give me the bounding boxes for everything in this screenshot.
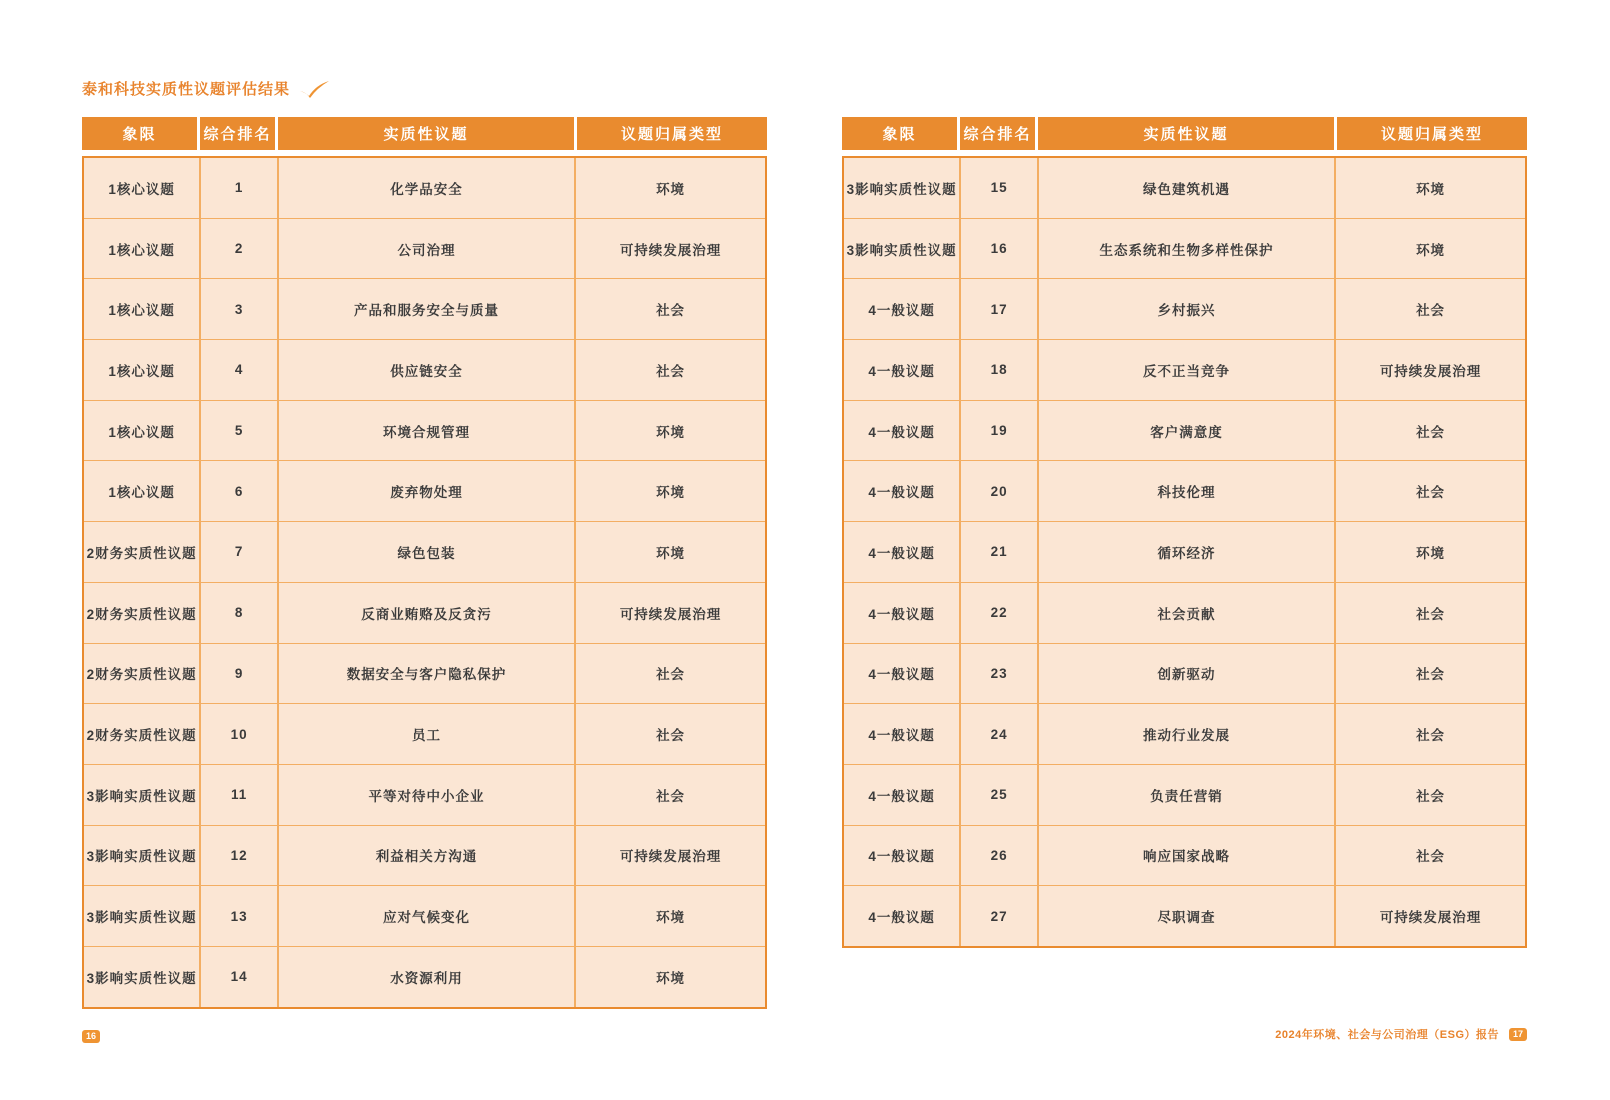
table-cell: 19 (961, 401, 1039, 461)
table-cell: 可持续发展治理 (1379, 363, 1482, 379)
footer-left (82, 1026, 100, 1044)
table-cell: 废弃物处理 (279, 461, 576, 521)
table-row (84, 825, 765, 886)
page-title-block (82, 78, 332, 99)
table-cell: 1核心议题 (84, 461, 201, 521)
table-cell: 社会 (1416, 849, 1446, 865)
table-cell: 环境 (656, 970, 686, 986)
table-cell: 16 (961, 219, 1039, 279)
table-cell: 2财务实质性议题 (84, 583, 201, 643)
table-cell: 社会贡献 (1039, 583, 1336, 643)
table-cell: 11 (201, 765, 279, 825)
table-cell: 社会 (656, 363, 686, 379)
table-cell: 利益相关方沟通 (279, 826, 576, 886)
table-row (84, 521, 765, 582)
table-cell: 1 (201, 158, 279, 218)
table-cell: 社会 (1416, 788, 1446, 804)
table-cell: 3影响实质性议题 (844, 158, 961, 218)
table-cell: 尽职调查 (1039, 886, 1336, 946)
table-cell: 4一般议题 (844, 644, 961, 704)
table-cell: 4一般议题 (844, 583, 961, 643)
column-header: 议题归属类型 (1381, 126, 1484, 143)
table-cell: 17 (961, 279, 1039, 339)
table-cell: 应对气候变化 (279, 886, 576, 946)
table-cell: 23 (961, 644, 1039, 704)
table-cell: 1核心议题 (84, 219, 201, 279)
materiality-table-left (82, 117, 767, 1009)
table-cell: 3 (201, 279, 279, 339)
table-cell: 1核心议题 (84, 158, 201, 218)
table-cell: 社会 (1416, 606, 1446, 622)
table-cell: 4一般议题 (844, 886, 961, 946)
page-number-badge: 16 (82, 1030, 100, 1043)
table-cell: 13 (201, 886, 279, 946)
table-cell: 社会 (656, 728, 686, 744)
table-cell: 9 (201, 644, 279, 704)
table-cell: 绿色包装 (279, 522, 576, 582)
table-cell: 15 (961, 158, 1039, 218)
table-cell: 负责任营销 (1039, 765, 1336, 825)
table-row (84, 460, 765, 521)
table-cell: 社会 (656, 667, 686, 683)
table-row (844, 825, 1525, 886)
table-cell: 4一般议题 (844, 522, 961, 582)
table-cell: 1核心议题 (84, 279, 201, 339)
table-cell: 10 (201, 704, 279, 764)
table-row (84, 885, 765, 946)
table-cell: 4一般议题 (844, 279, 961, 339)
table-row (844, 278, 1525, 339)
table-cell: 可持续发展治理 (619, 242, 722, 258)
table-cell: 可持续发展治理 (619, 606, 722, 622)
table-cell: 14 (201, 947, 279, 1007)
column-header: 综合排名 (200, 117, 278, 150)
table-row (84, 582, 765, 643)
table-cell: 化学品安全 (279, 158, 576, 218)
table-cell: 社会 (1416, 485, 1446, 501)
table-cell: 20 (961, 461, 1039, 521)
table-cell: 乡村振兴 (1039, 279, 1336, 339)
table-row (844, 521, 1525, 582)
table-row (844, 158, 1525, 218)
table-cell: 社会 (1416, 667, 1446, 683)
table-cell: 3影响实质性议题 (84, 886, 201, 946)
table-cell: 8 (201, 583, 279, 643)
table-cell: 社会 (1416, 303, 1446, 319)
table-cell: 社会 (656, 303, 686, 319)
table-cell: 3影响实质性议题 (844, 219, 961, 279)
table-cell: 数据安全与客户隐私保护 (279, 644, 576, 704)
table-cell: 2财务实质性议题 (84, 704, 201, 764)
table-cell: 可持续发展治理 (619, 849, 722, 865)
table-cell: 18 (961, 340, 1039, 400)
table-body (842, 156, 1527, 948)
table-row (844, 885, 1525, 946)
table-cell: 员工 (279, 704, 576, 764)
table-cell: 循环经济 (1039, 522, 1336, 582)
table-row (84, 946, 765, 1007)
table-cell: 6 (201, 461, 279, 521)
table-cell: 3影响实质性议题 (84, 826, 201, 886)
table-row (844, 339, 1525, 400)
table-cell: 产品和服务安全与质量 (279, 279, 576, 339)
table-row (84, 400, 765, 461)
table-cell: 可持续发展治理 (1379, 910, 1482, 926)
column-header: 议题归属类型 (621, 126, 724, 143)
table-cell: 2财务实质性议题 (84, 644, 201, 704)
table-row (84, 339, 765, 400)
table-row (84, 703, 765, 764)
table-header-row (842, 117, 1527, 150)
table-cell: 科技伦理 (1039, 461, 1336, 521)
table-cell: 水资源利用 (279, 947, 576, 1007)
table-cell: 反不正当竞争 (1039, 340, 1336, 400)
page-number-badge: 17 (1509, 1028, 1527, 1041)
table-cell: 1核心议题 (84, 340, 201, 400)
table-cell: 供应链安全 (279, 340, 576, 400)
table-cell: 推动行业发展 (1039, 704, 1336, 764)
table-cell: 环境 (656, 485, 686, 501)
table-row (84, 764, 765, 825)
table-row (844, 643, 1525, 704)
table-row (844, 400, 1525, 461)
table-cell: 4一般议题 (844, 401, 961, 461)
table-row (844, 703, 1525, 764)
checkmark-icon (298, 79, 332, 99)
table-cell: 4 (201, 340, 279, 400)
table-body (82, 156, 767, 1009)
table-cell: 21 (961, 522, 1039, 582)
table-cell: 26 (961, 826, 1039, 886)
table-row (84, 643, 765, 704)
table-row (844, 460, 1525, 521)
table-cell: 4一般议题 (844, 765, 961, 825)
table-cell: 客户满意度 (1039, 401, 1336, 461)
table-cell: 1核心议题 (84, 401, 201, 461)
table-row (84, 218, 765, 279)
table-cell: 公司治理 (279, 219, 576, 279)
column-header: 象限 (842, 117, 960, 150)
table-cell: 4一般议题 (844, 826, 961, 886)
table-cell: 27 (961, 886, 1039, 946)
column-header: 实质性议题 (1038, 117, 1337, 150)
table-cell: 环境 (1416, 242, 1446, 258)
table-cell: 3影响实质性议题 (84, 765, 201, 825)
column-header: 综合排名 (960, 117, 1038, 150)
table-cell: 5 (201, 401, 279, 461)
table-cell: 4一般议题 (844, 461, 961, 521)
table-cell: 环境 (656, 181, 686, 197)
table-cell: 4一般议题 (844, 704, 961, 764)
table-cell: 环境 (656, 424, 686, 440)
table-cell: 环境 (656, 910, 686, 926)
footer-right (1275, 1026, 1527, 1042)
column-header: 实质性议题 (278, 117, 577, 150)
table-cell: 社会 (656, 788, 686, 804)
table-cell: 2 (201, 219, 279, 279)
materiality-table-right (842, 117, 1527, 948)
table-cell: 7 (201, 522, 279, 582)
footer-report-title: 2024年环境、社会与公司治理（ESG）报告 (1275, 1029, 1499, 1041)
table-cell: 12 (201, 826, 279, 886)
table-cell: 社会 (1416, 728, 1446, 744)
table-cell: 环境 (1416, 181, 1446, 197)
table-cell: 环境合规管理 (279, 401, 576, 461)
page-title: 泰和科技实质性议题评估结果 (82, 81, 291, 98)
table-cell: 生态系统和生物多样性保护 (1039, 219, 1336, 279)
table-cell: 22 (961, 583, 1039, 643)
table-row (84, 278, 765, 339)
table-cell: 响应国家战略 (1039, 826, 1336, 886)
table-cell: 25 (961, 765, 1039, 825)
table-row (844, 764, 1525, 825)
table-header-row (82, 117, 767, 150)
table-cell: 24 (961, 704, 1039, 764)
table-cell: 绿色建筑机遇 (1039, 158, 1336, 218)
table-cell: 反商业贿赂及反贪污 (279, 583, 576, 643)
table-cell: 平等对待中小企业 (279, 765, 576, 825)
table-row (84, 158, 765, 218)
table-row (844, 582, 1525, 643)
table-cell: 3影响实质性议题 (84, 947, 201, 1007)
table-cell: 环境 (656, 545, 686, 561)
table-row (844, 218, 1525, 279)
column-header: 象限 (82, 117, 200, 150)
table-cell: 创新驱动 (1039, 644, 1336, 704)
table-cell: 环境 (1416, 545, 1446, 561)
table-cell: 2财务实质性议题 (84, 522, 201, 582)
table-cell: 4一般议题 (844, 340, 961, 400)
table-cell: 社会 (1416, 424, 1446, 440)
